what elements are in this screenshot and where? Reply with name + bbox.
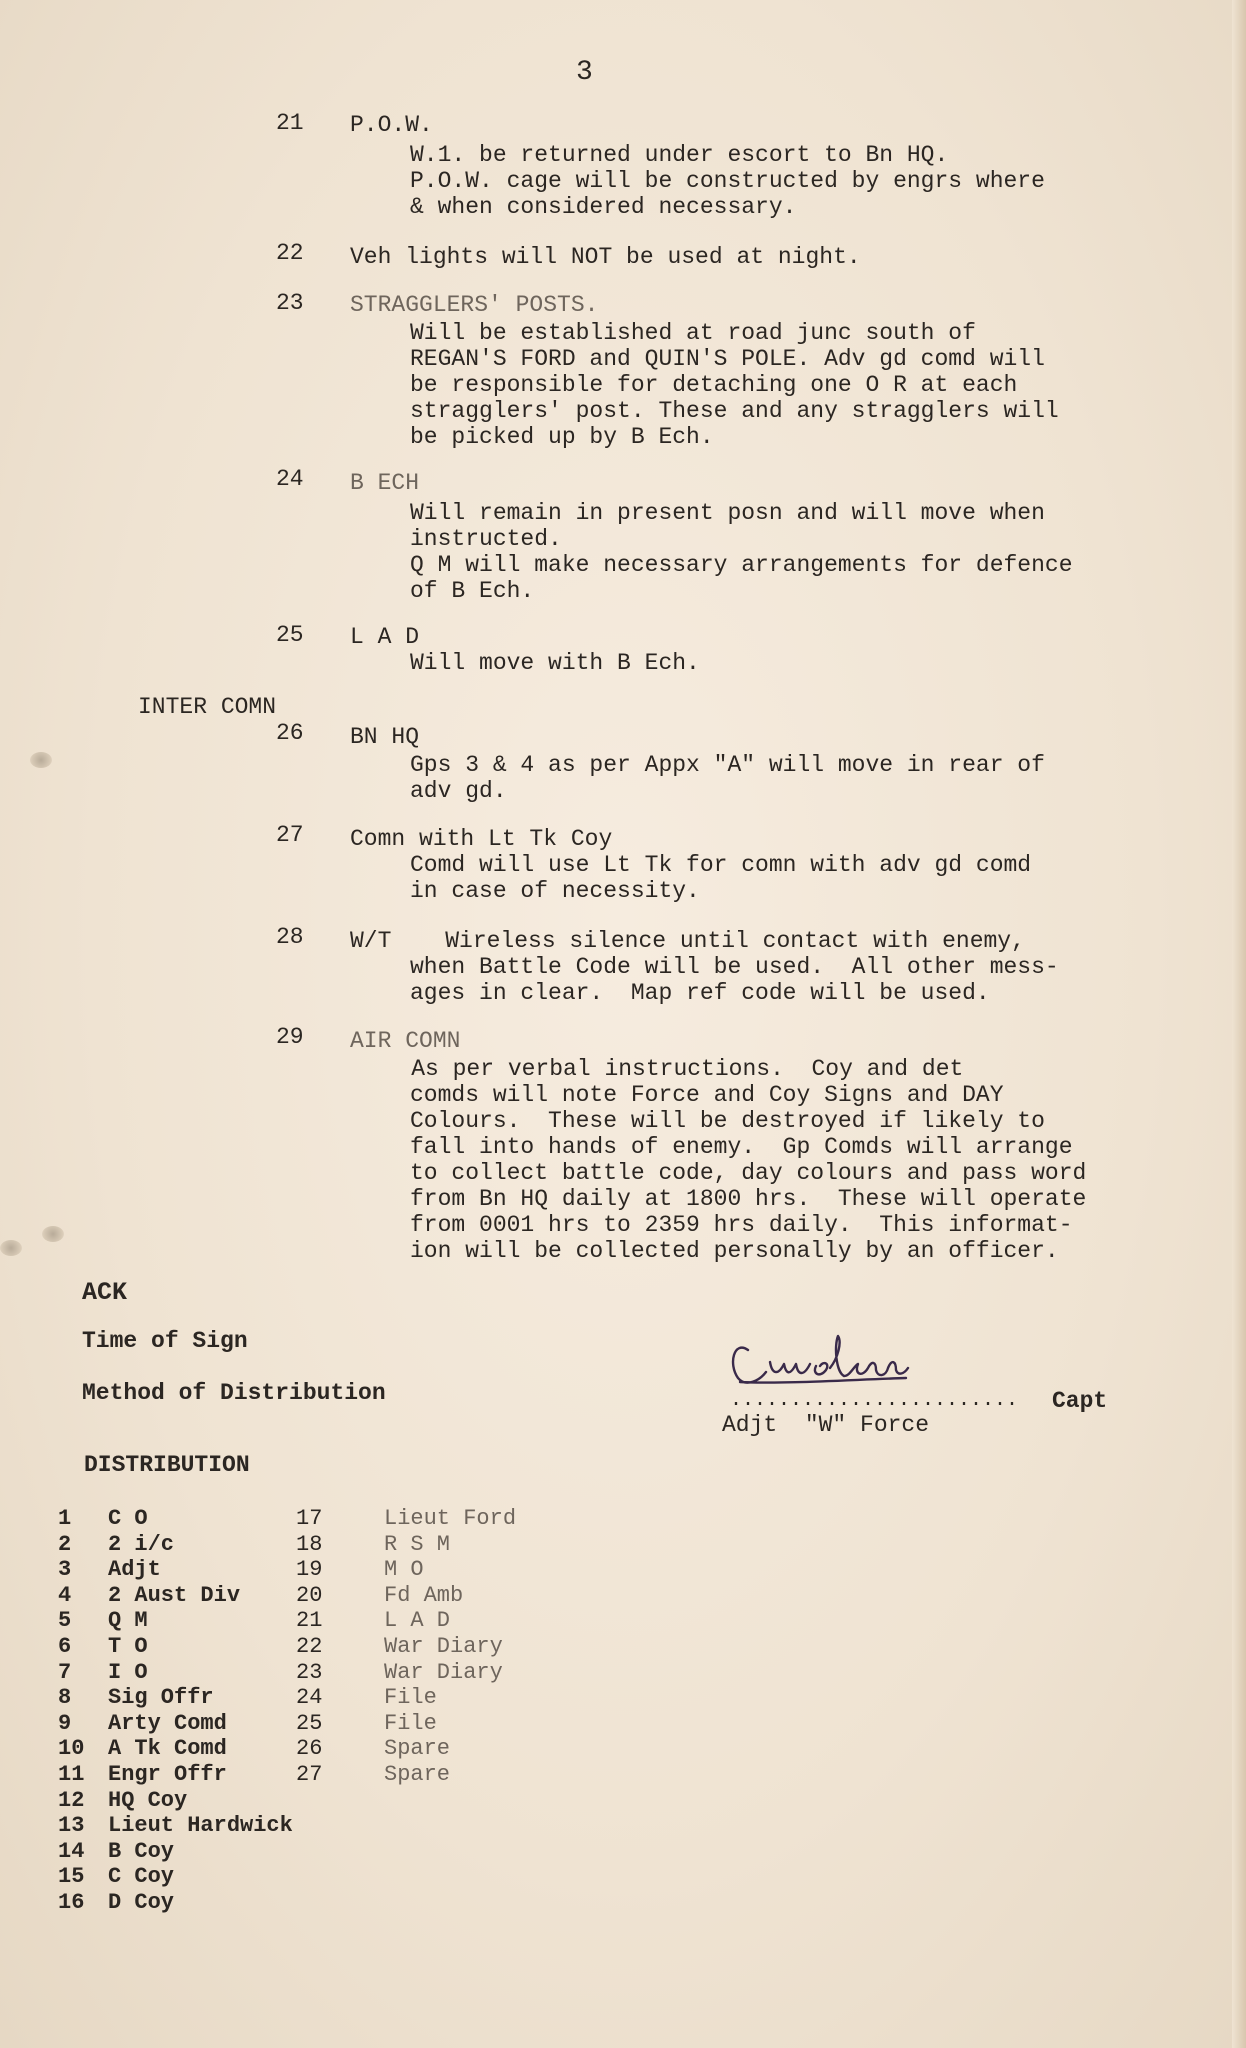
para-number: 21 [276, 110, 304, 136]
distribution-number: 1 [58, 1506, 72, 1531]
para-line: As per verbal instructions. Coy and det [356, 1056, 964, 1082]
distribution-recipient: War Diary [384, 1634, 503, 1659]
distribution-recipient: Spare [384, 1762, 451, 1787]
distribution-recipient: Sig Offr [108, 1685, 214, 1711]
distribution-number: 26 [296, 1736, 323, 1762]
para-line: W.1. be returned under escort to Bn HQ. [410, 142, 949, 168]
page-edge [1232, 0, 1246, 2048]
distribution-number: 11 [58, 1762, 85, 1787]
para-line: Comd will use Lt Tk for comn with adv gd comd [410, 852, 1032, 878]
distribution-number: 22 [296, 1634, 323, 1659]
distribution-number: 10 [58, 1736, 85, 1762]
distribution-recipient: Lieut Hardwick [108, 1813, 293, 1839]
distribution-number: 19 [296, 1557, 323, 1583]
para-line: Q M will make necessary arrangements for defence [410, 552, 1073, 578]
signature-rank: Capt [1052, 1388, 1108, 1414]
para-line: & when considered necessary. [410, 194, 797, 220]
para-line: in case of necessity. [410, 878, 700, 904]
page-number: 3 [576, 57, 593, 88]
para-heading: STRAGGLERS' POSTS. [350, 292, 599, 318]
para-heading: W/T [350, 928, 392, 954]
distribution-recipient: C Coy [108, 1864, 175, 1890]
para-line: Will move with B Ech. [410, 650, 700, 676]
distribution-number: 14 [58, 1838, 85, 1864]
para-number: 22 [276, 240, 304, 266]
distribution-recipient: R S M [384, 1531, 451, 1557]
para-line: instructed. [410, 526, 562, 552]
distribution-heading: DISTRIBUTION [84, 1452, 250, 1478]
distribution-recipient: L A D [384, 1608, 451, 1634]
distribution-number: 9 [58, 1710, 72, 1736]
distribution-number: 13 [58, 1813, 85, 1839]
method-of-distribution-label: Method of Distribution [82, 1380, 386, 1406]
distribution-recipient: Adjt [108, 1557, 161, 1583]
distribution-number: 7 [58, 1659, 72, 1685]
para-line: from 0001 hrs to 2359 hrs daily. This informat- [410, 1212, 1073, 1238]
para-line: ages in clear. Map ref code will be used. [410, 980, 990, 1006]
distribution-number: 12 [58, 1787, 85, 1813]
signature-appointment: Adjt "W" Force [722, 1412, 930, 1438]
distribution-number: 17 [296, 1506, 323, 1531]
para-line: be responsible for detaching one O R at each [410, 372, 1018, 398]
distribution-recipient: 2 Aust Div [108, 1582, 241, 1608]
distribution-recipient: Fd Amb [384, 1582, 464, 1608]
distribution-recipient: D Coy [108, 1890, 175, 1915]
para-line: Gps 3 & 4 as per Appx "A" will move in rear of [410, 752, 1045, 778]
para-line: comds will note Force and Coy Signs and DAY [410, 1082, 1004, 1108]
para-number: 25 [276, 622, 304, 648]
distribution-number: 24 [296, 1685, 323, 1711]
distribution-recipient: B Coy [108, 1838, 175, 1864]
para-heading: Veh lights will NOT be used at night. [350, 244, 861, 270]
distribution-number: 15 [58, 1864, 85, 1890]
distribution-number: 20 [296, 1582, 323, 1608]
distribution-number: 3 [58, 1557, 72, 1583]
para-number: 23 [276, 290, 304, 316]
distribution-recipient: File [384, 1685, 437, 1711]
distribution-recipient: I O [108, 1659, 148, 1685]
para-line: stragglers' post. These and any stragglers will [410, 398, 1059, 424]
para-line: from Bn HQ daily at 1800 hrs. These will operate [410, 1186, 1087, 1212]
para-number: 27 [276, 822, 304, 848]
distribution-recipient: T O [108, 1634, 148, 1659]
para-line: Wireless silence until contact with enemy, [390, 928, 1025, 954]
para-line: to collect battle code, day colours and pass word [410, 1160, 1087, 1186]
para-heading: B ECH [350, 470, 420, 496]
para-heading: Comn with Lt Tk Coy [350, 826, 613, 852]
distribution-number: 2 [58, 1531, 72, 1557]
para-heading: AIR COMN [350, 1028, 461, 1054]
para-line: Will remain in present posn and will move when [410, 500, 1045, 526]
distribution-number: 21 [296, 1608, 323, 1634]
para-line: when Battle Code will be used. All other mess- [410, 954, 1059, 980]
distribution-recipient: Engr Offr [108, 1762, 227, 1787]
signature-dots: ........................ [730, 1389, 1019, 1412]
distribution-number: 27 [296, 1762, 323, 1787]
para-line: be picked up by B Ech. [410, 424, 714, 450]
para-line: REGAN'S FORD and QUIN'S POLE. Adv gd comd will [410, 346, 1045, 372]
punch-hole-mark [42, 1226, 64, 1242]
side-heading: INTER COMN [138, 694, 277, 720]
para-heading: BN HQ [350, 724, 420, 750]
para-number: 24 [276, 466, 304, 492]
distribution-recipient: 2 i/c [108, 1531, 175, 1557]
distribution-recipient: File [384, 1710, 437, 1736]
distribution-number: 5 [58, 1608, 72, 1634]
para-number: 28 [276, 924, 304, 950]
para-line: Colours. These will be destroyed if likely to [410, 1108, 1045, 1134]
distribution-recipient: HQ Coy [108, 1787, 188, 1813]
distribution-recipient: War Diary [384, 1659, 503, 1685]
punch-hole-mark [30, 752, 52, 768]
distribution-number: 23 [296, 1659, 323, 1685]
para-line: Will be established at road junc south of [410, 320, 976, 346]
punch-hole-mark [0, 1240, 22, 1256]
distribution-number: 8 [58, 1685, 72, 1711]
para-number: 29 [276, 1024, 304, 1050]
distribution-recipient: Q M [108, 1608, 148, 1634]
distribution-number: 25 [296, 1710, 323, 1736]
distribution-recipient: A Tk Comd [108, 1736, 227, 1762]
para-line: ion will be collected personally by an officer. [410, 1238, 1059, 1264]
distribution-recipient: M O [384, 1557, 424, 1583]
para-line: fall into hands of enemy. Gp Comds will arrange [410, 1134, 1073, 1160]
distribution-recipient: C O [108, 1506, 148, 1531]
para-line: adv gd. [410, 778, 507, 804]
distribution-number: 18 [296, 1531, 323, 1557]
distribution-number: 4 [58, 1582, 72, 1608]
distribution-number: 6 [58, 1634, 72, 1659]
para-heading: P.O.W. [350, 112, 433, 138]
distribution-recipient: Lieut Ford [384, 1506, 517, 1531]
ack-label: ACK [82, 1278, 128, 1307]
para-line: P.O.W. cage will be constructed by engrs where [410, 168, 1045, 194]
distribution-number: 16 [58, 1890, 85, 1915]
distribution-recipient: Arty Comd [108, 1710, 227, 1736]
signature-image [726, 1322, 1026, 1392]
para-heading: L A D [350, 624, 420, 650]
para-number: 26 [276, 720, 304, 746]
distribution-recipient: Spare [384, 1736, 451, 1762]
para-line: of B Ech. [410, 578, 535, 604]
time-of-sign-label: Time of Sign [82, 1328, 248, 1354]
